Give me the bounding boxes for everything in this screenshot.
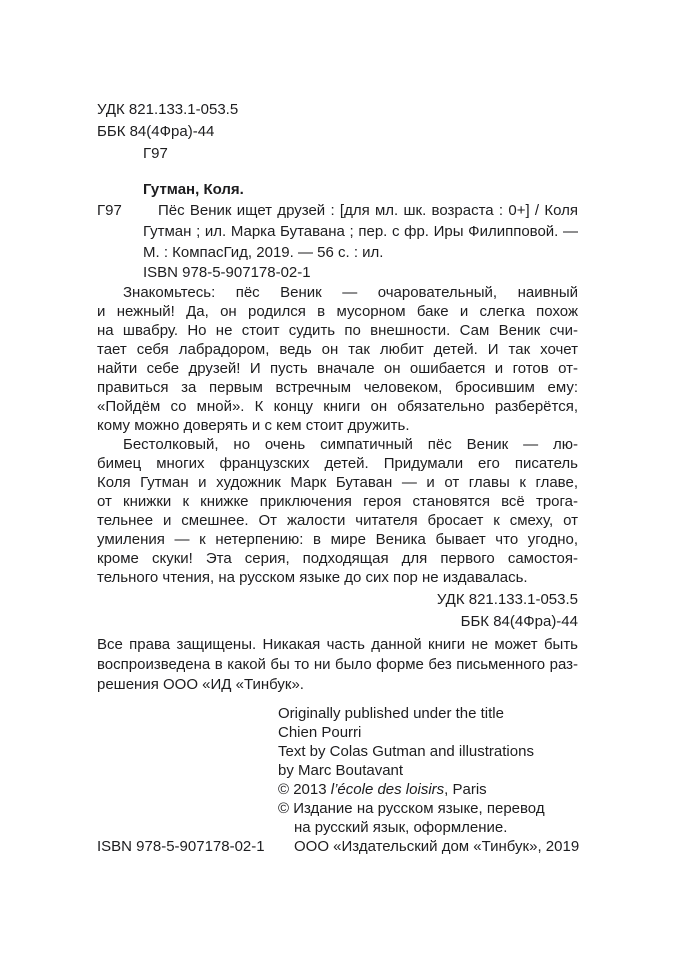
colophon-copyright-russian-2: на русский язык, оформление. [294,819,508,836]
text-line: Гутман ; ил. Марка Бутавана ; пер. с фр. Иры Филипповой. — [143,223,578,240]
rights-notice [97,635,578,695]
bbk-line: ББК 84(4Фра)-44 [97,123,215,140]
colophon-original-title-label: Originally published under the title [278,705,504,722]
text-line: М. : КомпасГид, 2019. — 56 с. : ил. [143,244,384,261]
text-line: тельного чтения, на русском языке до сих пор не издавалась. [97,569,528,586]
text-line: правиться за первым встречным человеком, бросившим ему: [97,379,578,396]
bottom-row [97,704,578,856]
text-line: Знакомьтесь: пёс Веник — очаровательный, наивный [123,284,578,301]
cataloging-in-publication [97,99,578,165]
text-line: найти себе друзей! И пусть вначале он ошибается и готов от- [97,360,578,377]
colophon-copyright-russian-1: © Издание на русском языке, перевод [278,800,545,817]
bibliographic-entry [97,200,578,263]
classification-repeat [97,589,578,633]
text-line: тает себя лабрадором, ведь он так любит детей. И так хочет [97,341,578,358]
text-line: от книжки к книжке приключения героя становятся всё трога- [97,493,578,510]
text-line: и нежный! Да, он родился в мусорном баке и слегка похож [97,303,578,320]
annotation-paragraph-2 [97,435,578,587]
annotation-paragraph-1 [97,283,578,435]
bbk-repeat: ББК 84(4Фра)-44 [460,613,578,630]
colophon-copyright-russian-3: ООО «Издательский дом «Тинбук», 2019 [294,838,580,855]
author-heading: Гутман, Коля. [143,181,244,198]
text-line: кому можно доверять и с кем стоит дружить. [97,417,410,434]
original-publisher-city: , Paris [444,781,487,798]
text-line: воспроизведена в какой бы то ни было форме без письменного раз- [97,656,578,673]
text-line: Все права защищены. Никакая часть данной книги не может быть [97,636,578,653]
original-publisher-name: l’école des loisirs [330,781,445,798]
udk-line: УДК 821.133.1-053.5 [97,101,239,118]
text-line: умиления — к нетерпению: в мире Веника бывает что угодно, [97,531,578,548]
text-line: бимец многих французских детей. Придумали его писатель [97,455,578,472]
text-line: кроме скуки! Эта серия, подходящая для первого самостоя- [97,550,578,567]
copyright-year: © 2013 [278,781,331,798]
udk-repeat: УДК 821.133.1-053.5 [436,591,578,608]
colophon-copyright-original [278,780,579,799]
text-line: Бестолковый, но очень симпатичный пёс Веник — лю- [123,436,578,453]
text-line: на швабру. Но не стоит судить по внешности. Сам Веник счи- [97,322,578,339]
text-line: решения ООО «ИД «Тинбук». [97,676,304,693]
text-line: тельнее и смешнее. От жалости читателя бросает к смеху, от [97,512,578,529]
colophon-original-title: Chien Pourri [278,724,362,741]
text-line: «Пойдём со мной». К концу книги он обязательно разберётся, [97,398,578,415]
author-sign: Г97 [143,145,168,162]
text-line: Коля Гутман и художник Марк Бутаван — и от главы к главе, [97,474,578,491]
colophon-credits-line-1: Text by Colas Gutman and illustrations [278,743,534,760]
isbn-top: ISBN 978-5-907178-02-1 [143,264,311,281]
isbn-bottom: ISBN 978-5-907178-02-1 [97,838,265,855]
colophon-credits-line-2: by Marc Boutavant [278,762,404,779]
colophon [278,704,579,856]
text-line: Пёс Веник ищет друзей : [для мл. шк. возраста : 0+] / Коля [158,202,578,219]
catalog-index: Г97 [97,202,122,219]
